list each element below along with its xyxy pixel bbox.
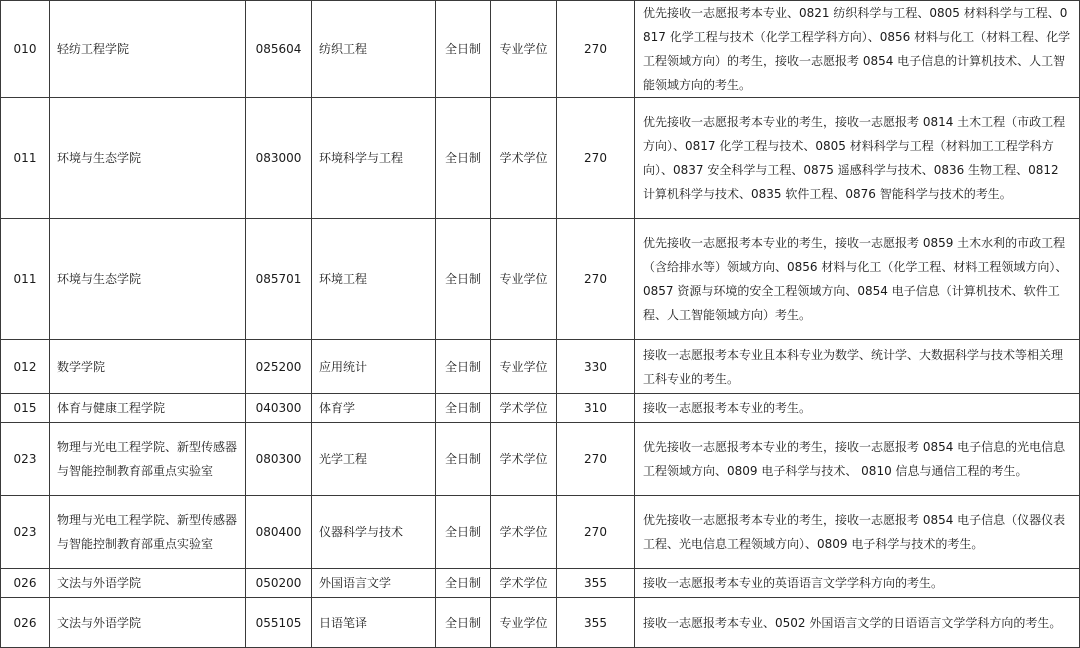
college-name-cell: 环境与生态学院 [50, 98, 246, 219]
major-name-cell: 环境工程 [312, 219, 436, 340]
college-code-cell: 023 [1, 423, 50, 496]
note-cell: 优先接收一志愿报考本专业的考生，接收一志愿报考 0854 电子信息的光电信息工程领域方向、0809 电子科学与技术、 0810 信息与通信工程的考生。 [635, 423, 1080, 496]
major-name-cell: 体育学 [312, 394, 436, 423]
major-name-cell: 纺织工程 [312, 1, 436, 98]
degree-type-cell: 专业学位 [491, 598, 557, 648]
degree-type-cell: 专业学位 [491, 340, 557, 394]
college-code-cell: 015 [1, 394, 50, 423]
major-code-cell: 050200 [246, 569, 312, 598]
major-name-cell: 外国语言文学 [312, 569, 436, 598]
college-code-cell: 012 [1, 340, 50, 394]
college-name-cell: 文法与外语学院 [50, 569, 246, 598]
college-name-cell: 体育与健康工程学院 [50, 394, 246, 423]
major-code-cell: 083000 [246, 98, 312, 219]
note-cell: 优先接收一志愿报考本专业的考生，接收一志愿报考 0814 土木工程（市政工程方向）、0817 化学工程与技术、0805 材料科学与工程（材料加工工程学科方向）、0837 安全科学与工程、0875 遥感科学与技术、0836 生物工程、0812 计算机科学与技术、0835 软件工程、0876 智能科学与技术的考生。 [635, 98, 1080, 219]
college-code-cell: 010 [1, 1, 50, 98]
score-cell: 270 [557, 219, 635, 340]
major-name-cell: 日语笔译 [312, 598, 436, 648]
study-mode-cell: 全日制 [436, 1, 491, 98]
score-cell: 270 [557, 496, 635, 569]
major-name-cell: 光学工程 [312, 423, 436, 496]
note-cell: 优先接收一志愿报考本专业、0821 纺织科学与工程、0805 材料科学与工程、0817 化学工程与技术（化学工程学科方向）、0856 材料与化工（材料工程、化学工程领域方向）的考生，接收一志愿报考 0854 电子信息的计算机技术、人工智能领域方向的考生。 [635, 1, 1080, 98]
college-name-cell: 轻纺工程学院 [50, 1, 246, 98]
degree-type-cell: 专业学位 [491, 219, 557, 340]
score-cell: 270 [557, 98, 635, 219]
study-mode-cell: 全日制 [436, 496, 491, 569]
degree-type-cell: 学术学位 [491, 496, 557, 569]
table-row [1, 423, 1080, 496]
study-mode-cell: 全日制 [436, 394, 491, 423]
table-row [1, 1, 1080, 98]
score-cell: 355 [557, 598, 635, 648]
table-row [1, 496, 1080, 569]
degree-type-cell: 学术学位 [491, 423, 557, 496]
college-name-cell: 物理与光电工程学院、新型传感器与智能控制教育部重点实验室 [50, 496, 246, 569]
major-code-cell: 085604 [246, 1, 312, 98]
score-cell: 270 [557, 1, 635, 98]
major-code-cell: 080400 [246, 496, 312, 569]
college-code-cell: 026 [1, 569, 50, 598]
note-cell: 接收一志愿报考本专业的英语语言文学学科方向的考生。 [635, 569, 1080, 598]
study-mode-cell: 全日制 [436, 219, 491, 340]
study-mode-cell: 全日制 [436, 598, 491, 648]
major-code-cell: 040300 [246, 394, 312, 423]
note-cell: 优先接收一志愿报考本专业的考生，接收一志愿报考 0859 土木水利的市政工程（含给排水等）领域方向、0856 材料与化工（化学工程、材料工程领域方向）、0857 资源与环境的安全工程领域方向、0854 电子信息（计算机技术、软件工程、人工智能领域方向）考生。 [635, 219, 1080, 340]
note-cell: 接收一志愿报考本专业的考生。 [635, 394, 1080, 423]
major-code-cell: 025200 [246, 340, 312, 394]
study-mode-cell: 全日制 [436, 569, 491, 598]
note-cell: 接收一志愿报考本专业、0502 外国语言文学的日语语言文学学科方向的考生。 [635, 598, 1080, 648]
degree-type-cell: 专业学位 [491, 1, 557, 98]
table-row [1, 340, 1080, 394]
score-cell: 270 [557, 423, 635, 496]
major-code-cell: 080300 [246, 423, 312, 496]
major-code-cell: 085701 [246, 219, 312, 340]
major-code-cell: 055105 [246, 598, 312, 648]
major-name-cell: 仪器科学与技术 [312, 496, 436, 569]
college-name-cell: 环境与生态学院 [50, 219, 246, 340]
score-cell: 330 [557, 340, 635, 394]
table-row [1, 394, 1080, 423]
college-code-cell: 011 [1, 219, 50, 340]
degree-type-cell: 学术学位 [491, 394, 557, 423]
college-code-cell: 011 [1, 98, 50, 219]
score-cell: 355 [557, 569, 635, 598]
college-code-cell: 023 [1, 496, 50, 569]
note-cell: 优先接收一志愿报考本专业的考生，接收一志愿报考 0854 电子信息（仪器仪表工程、光电信息工程领域方向）、0809 电子科学与技术的考生。 [635, 496, 1080, 569]
major-name-cell: 应用统计 [312, 340, 436, 394]
college-name-cell: 文法与外语学院 [50, 598, 246, 648]
note-cell: 接收一志愿报考本专业且本科专业为数学、统计学、大数据科学与技术等相关理工科专业的考生。 [635, 340, 1080, 394]
table-row [1, 569, 1080, 598]
study-mode-cell: 全日制 [436, 98, 491, 219]
study-mode-cell: 全日制 [436, 340, 491, 394]
college-name-cell: 数学学院 [50, 340, 246, 394]
degree-type-cell: 学术学位 [491, 569, 557, 598]
table-row [1, 98, 1080, 219]
college-code-cell: 026 [1, 598, 50, 648]
table-row [1, 219, 1080, 340]
degree-type-cell: 学术学位 [491, 98, 557, 219]
table-row [1, 598, 1080, 648]
major-name-cell: 环境科学与工程 [312, 98, 436, 219]
score-cell: 310 [557, 394, 635, 423]
study-mode-cell: 全日制 [436, 423, 491, 496]
college-name-cell: 物理与光电工程学院、新型传感器与智能控制教育部重点实验室 [50, 423, 246, 496]
